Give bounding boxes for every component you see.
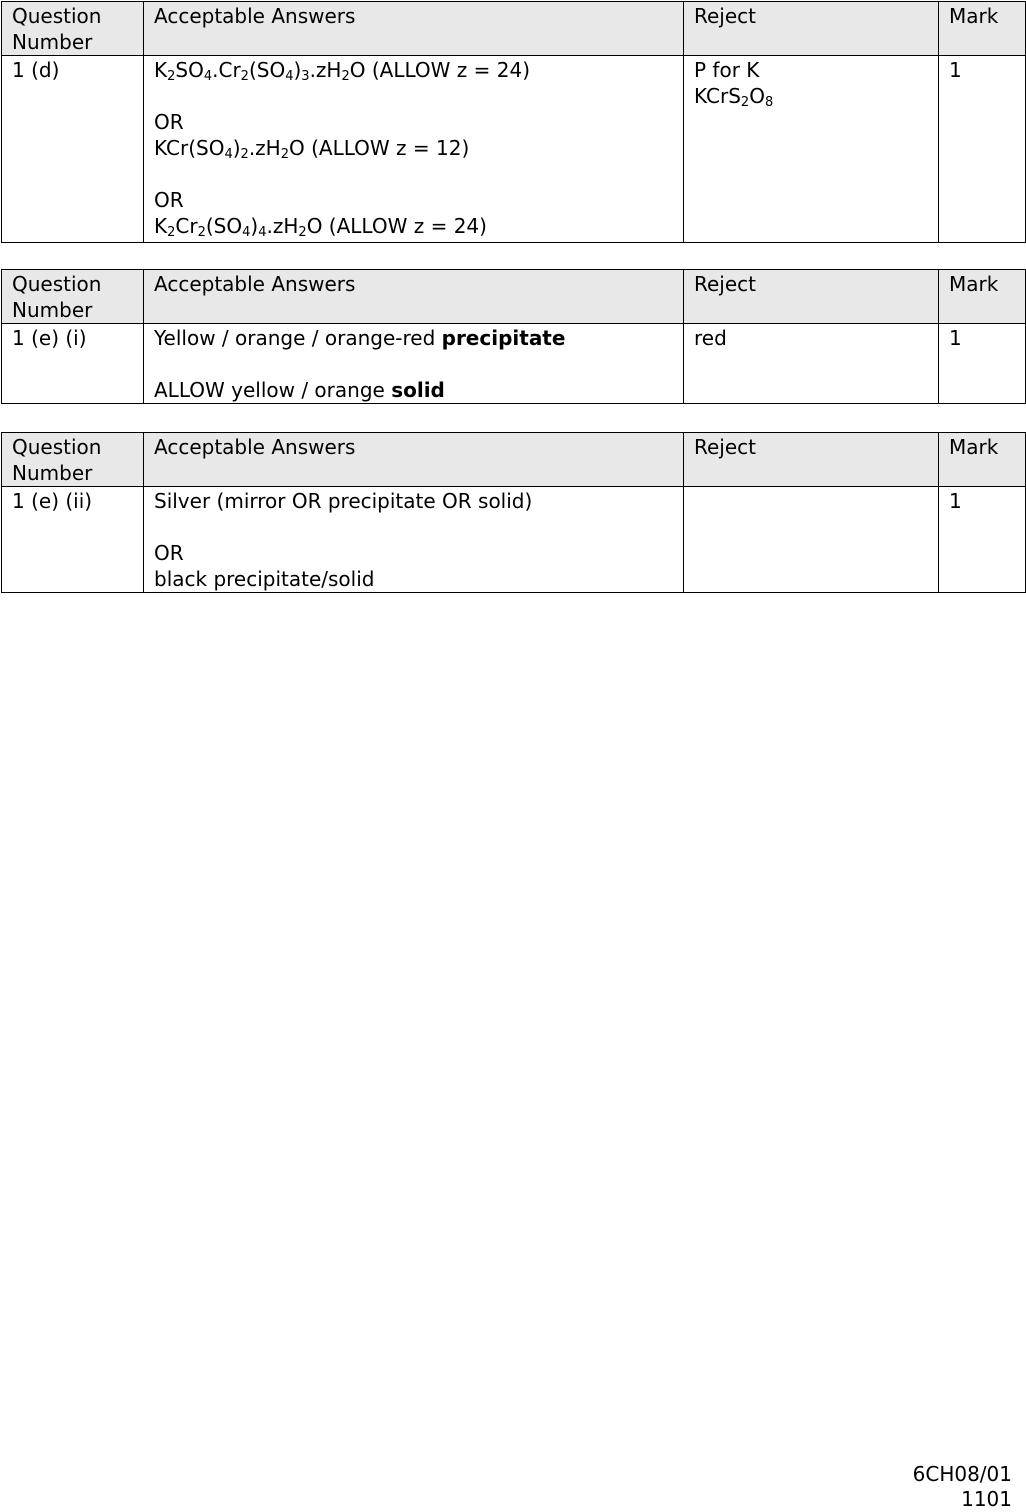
acceptable-answers [144,487,684,593]
answer-line: $KCr(SO_4)_2.zH_2O$ (ALLOW z = 12) [154,136,470,162]
reject-line: P for K [694,58,760,82]
table-row [2,324,1026,404]
header-acceptable-answers: Acceptable Answers [144,2,684,56]
mark-value: 1 [939,324,1026,404]
header-row [2,2,1026,56]
question-number: 1 (e) (ii) [2,487,144,593]
header-question-number: Question Number [2,2,144,56]
header-question-number: Question Number [2,433,144,487]
acceptable-answers [144,56,684,243]
reject-answers: red [684,324,939,404]
header-reject: Reject [684,270,939,324]
header-reject: Reject [684,2,939,56]
table-row [2,487,1026,593]
reject-answers [684,487,939,593]
header-mark: Mark [939,433,1026,487]
or-text: OR [154,188,184,212]
reject-line: $KCrS_2O_8$ [694,84,774,110]
question-number: 1 (e) (i) [2,324,144,404]
reject-answers [684,56,939,243]
header-mark: Mark [939,2,1026,56]
header-question-number: Question Number [2,270,144,324]
header-acceptable-answers: Acceptable Answers [144,433,684,487]
mark-scheme-table-1e-ii [1,432,1026,593]
mark-value: 1 [939,487,1026,593]
header-row [2,270,1026,324]
page-footer [913,1462,1012,1512]
answer-line: ALLOW yellow / orange solid [154,378,445,402]
answer-line: Yellow / orange / orange-red precipitate [154,326,566,350]
table-row [2,56,1026,243]
acceptable-answers [144,324,684,404]
mark-scheme-table-1d [1,1,1026,243]
or-text: OR [154,541,184,565]
answer-line: Silver (mirror OR precipitate OR solid) [154,489,533,513]
header-acceptable-answers: Acceptable Answers [144,270,684,324]
mark-value: 1 [939,56,1026,243]
answer-line: $K_2SO_4.Cr_2(SO_4)_3.zH_2O$ (ALLOW z = 24) [154,58,531,84]
paper-code: 6CH08/01 [912,1462,1012,1486]
header-mark: Mark [939,270,1026,324]
mark-scheme-table-1e-i [1,269,1026,404]
or-text: OR [154,110,184,134]
header-reject: Reject [684,433,939,487]
question-number: 1 (d) [2,56,144,243]
header-row [2,433,1026,487]
answer-line: black precipitate/solid [154,567,375,591]
exam-session: 1101 [961,1487,1012,1511]
answer-line: $K_2Cr_2(SO_4)_4.zH_2O$ (ALLOW z = 24) [154,214,487,240]
